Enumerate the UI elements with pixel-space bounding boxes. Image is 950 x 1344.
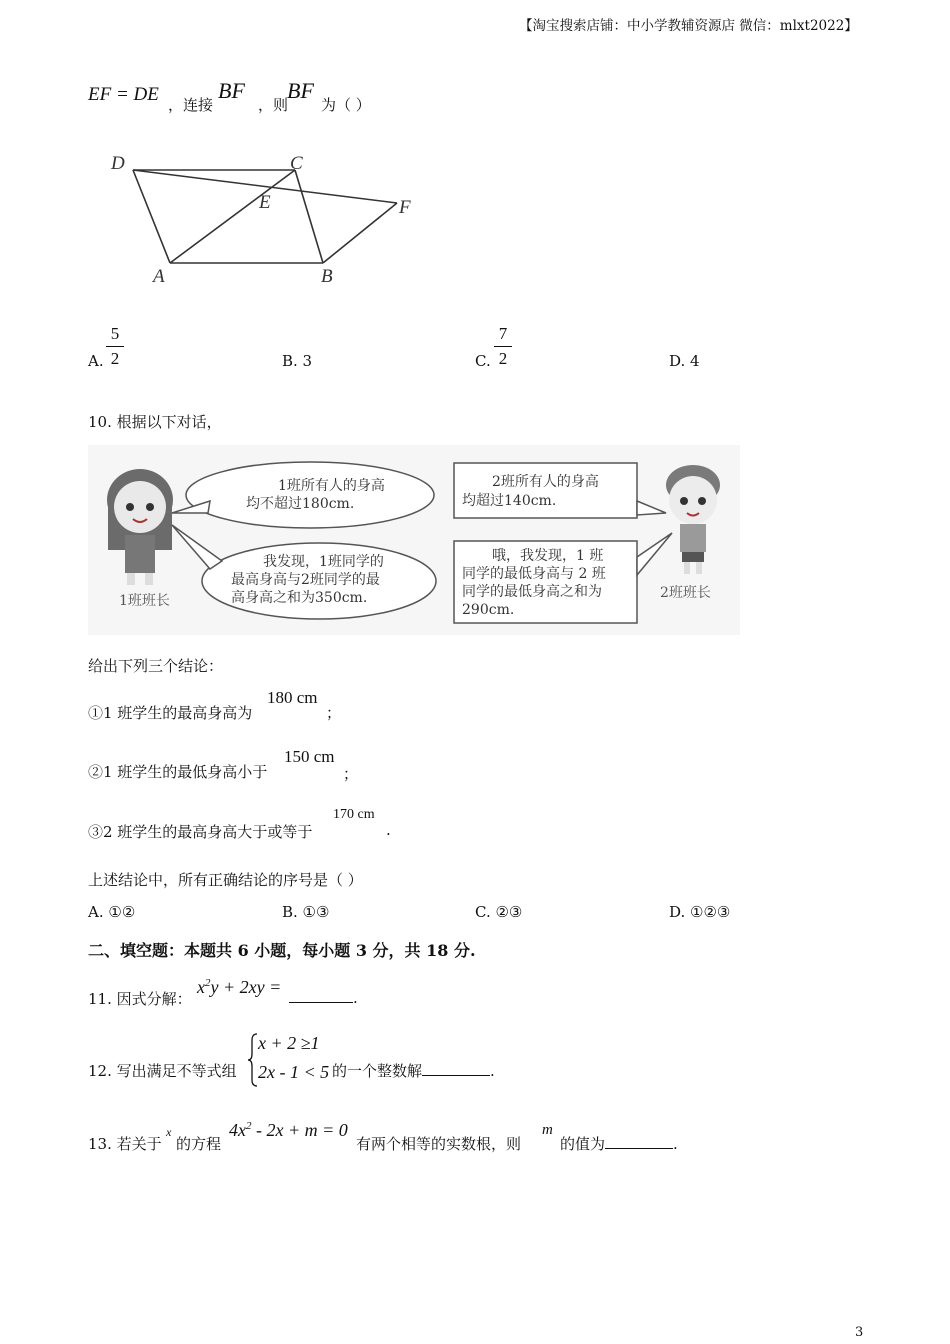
q13-equation-post: - 2x + m = 0 xyxy=(251,1120,348,1140)
q9-option-c-label: C. xyxy=(475,352,491,370)
label-d: D xyxy=(111,153,125,174)
q13-label: 13. 若关于 xyxy=(88,1135,162,1153)
q10-conclusion-2-value: 150 cm xyxy=(284,747,335,766)
q9-option-a-denominator: 2 xyxy=(110,349,120,368)
box-1-line-1: 2班所有人的身高 xyxy=(492,474,599,490)
q12-end: . xyxy=(490,1062,495,1080)
q13-equation: $4x^2 - 2x + m = 0$ xyxy=(229,1120,348,1140)
q9-parallelogram-figure xyxy=(100,140,440,300)
box-1-text xyxy=(462,473,632,511)
label-a: A xyxy=(153,266,165,287)
q13-var-x: x xyxy=(166,1125,172,1139)
q10-conclusion-1-end: ； xyxy=(326,704,342,722)
label-e: E xyxy=(259,192,271,213)
q10-stem: 10. 根据以下对话， xyxy=(88,413,222,431)
q13-value-area xyxy=(560,1133,678,1154)
boy-caption: 2班班长 xyxy=(660,585,711,601)
diagonal-ac xyxy=(170,170,295,263)
page-header: 【淘宝搜索店铺：中小学教辅资源店 微信：mlxt2022】 xyxy=(519,18,858,34)
bubble-1-text xyxy=(246,477,426,513)
bubble-1-line-2: 均不超过180cm. xyxy=(246,496,355,512)
q10-conclusion-1-value: 180 cm xyxy=(267,688,318,707)
label-c: C xyxy=(290,153,303,174)
q9-text-then: ，则 xyxy=(258,96,289,114)
q10-conclusion-3-end: . xyxy=(386,821,391,839)
q11-answer-area xyxy=(289,988,358,1007)
q9-option-a-fraction xyxy=(106,324,124,369)
q12-label: 12. 写出满足不等式组 xyxy=(88,1062,237,1080)
q10-option-b: B. ①③ xyxy=(282,903,330,921)
q13-equation-pre: 4x xyxy=(229,1120,246,1140)
q13-end: . xyxy=(673,1135,678,1153)
q12-after: 的一个整数解 xyxy=(332,1062,423,1080)
q12-inequality-2: 2x - 1 < 5 xyxy=(258,1062,330,1082)
q10-conclusion-1-text: ①1 班学生的最高身高为 xyxy=(88,704,253,722)
box-2-line-4: 290cm. xyxy=(462,602,515,618)
section-2-title: 二、填空题：本题共 6 小题，每小题 3 分，共 18 分. xyxy=(88,941,476,960)
q10-conclusion-3-value: 170 cm xyxy=(333,807,375,822)
q9-option-a-label: A. xyxy=(88,352,104,370)
box-1-line-2: 均超过140cm. xyxy=(462,493,557,509)
q10-conclusion-3-text: ③2 班学生的最高身高大于或等于 xyxy=(88,823,313,841)
q13-var-m: m xyxy=(542,1122,553,1138)
q11-expression-rest: y + 2xy = xyxy=(210,977,282,997)
q10-intro: 给出下列三个结论： xyxy=(88,657,224,675)
q9-bf-2: BF xyxy=(287,78,314,103)
q10-dialog-illustration xyxy=(88,445,740,635)
q9-text-connect: ，连接 xyxy=(168,96,214,114)
q12-inequality-1: x + 2 ≥1 xyxy=(258,1033,320,1053)
page-number: 3 xyxy=(855,1325,864,1340)
q9-text-is: 为（ ） xyxy=(321,96,371,114)
q10-conclusion-2-end: ； xyxy=(343,765,359,783)
q9-bf-1: BF xyxy=(218,78,245,103)
q10-option-c: C. ②③ xyxy=(475,903,523,921)
q10-option-d: D. ①②③ xyxy=(669,903,731,921)
q10-conclusion-2-text: ②1 班学生的最低身高小于 xyxy=(88,763,268,781)
q13-answer-blank[interactable] xyxy=(605,1134,673,1149)
q9-option-c-denominator: 2 xyxy=(498,349,508,368)
q10-question: 上述结论中，所有正确结论的序号是（ ） xyxy=(88,871,363,889)
girl-caption: 1班班长 xyxy=(119,593,170,609)
q9-option-c-fraction xyxy=(494,324,512,369)
q11-expression: $x^2y + 2xy$ = xyxy=(197,977,282,997)
q12-answer-blank[interactable] xyxy=(422,1061,490,1076)
box-2-line-3: 同学的最低身高之和为 xyxy=(462,584,602,600)
girl-figure xyxy=(107,469,173,585)
bubble-1-line-1: 1班所有人的身高 xyxy=(278,478,385,494)
bubble-2-text xyxy=(231,553,421,607)
box-2-text xyxy=(462,547,634,619)
q13-text-equation: 的方程 xyxy=(176,1135,222,1153)
q9-option-b: B. 3 xyxy=(282,352,313,370)
boy-figure xyxy=(666,465,720,574)
q9-option-a-numerator: 5 xyxy=(110,324,120,343)
q11-end: . xyxy=(353,989,358,1007)
q12-after-area xyxy=(332,1060,495,1081)
q9-stem xyxy=(88,80,488,120)
label-b: B xyxy=(321,266,333,287)
line-bf xyxy=(323,203,397,263)
label-f: F xyxy=(399,197,411,218)
box-2-line-1: 哦，我发现，1 班 xyxy=(492,548,604,564)
q10-option-a: A. ①② xyxy=(88,903,136,921)
q11-answer-blank[interactable] xyxy=(289,988,353,1003)
edge-da xyxy=(133,170,170,263)
q9-eq-ef-de: EF = DE xyxy=(88,84,159,105)
q13-text-value: 的值为 xyxy=(560,1135,606,1153)
bubble-2-line-1: 我发现，1班同学的 xyxy=(263,554,384,570)
edge-cb xyxy=(295,170,323,263)
box-2-line-2: 同学的最低身高与 2 班 xyxy=(462,566,606,582)
q13-text-roots: 有两个相等的实数根，则 xyxy=(356,1135,522,1153)
bubble-2-line-2: 最高身高与2班同学的最 xyxy=(231,572,380,588)
q9-option-d: D. 4 xyxy=(669,352,700,370)
q9-option-c-numerator: 7 xyxy=(498,324,508,343)
bubble-2-line-3: 高身高之和为350cm. xyxy=(231,590,368,606)
q11-label: 11. 因式分解： xyxy=(88,990,192,1008)
